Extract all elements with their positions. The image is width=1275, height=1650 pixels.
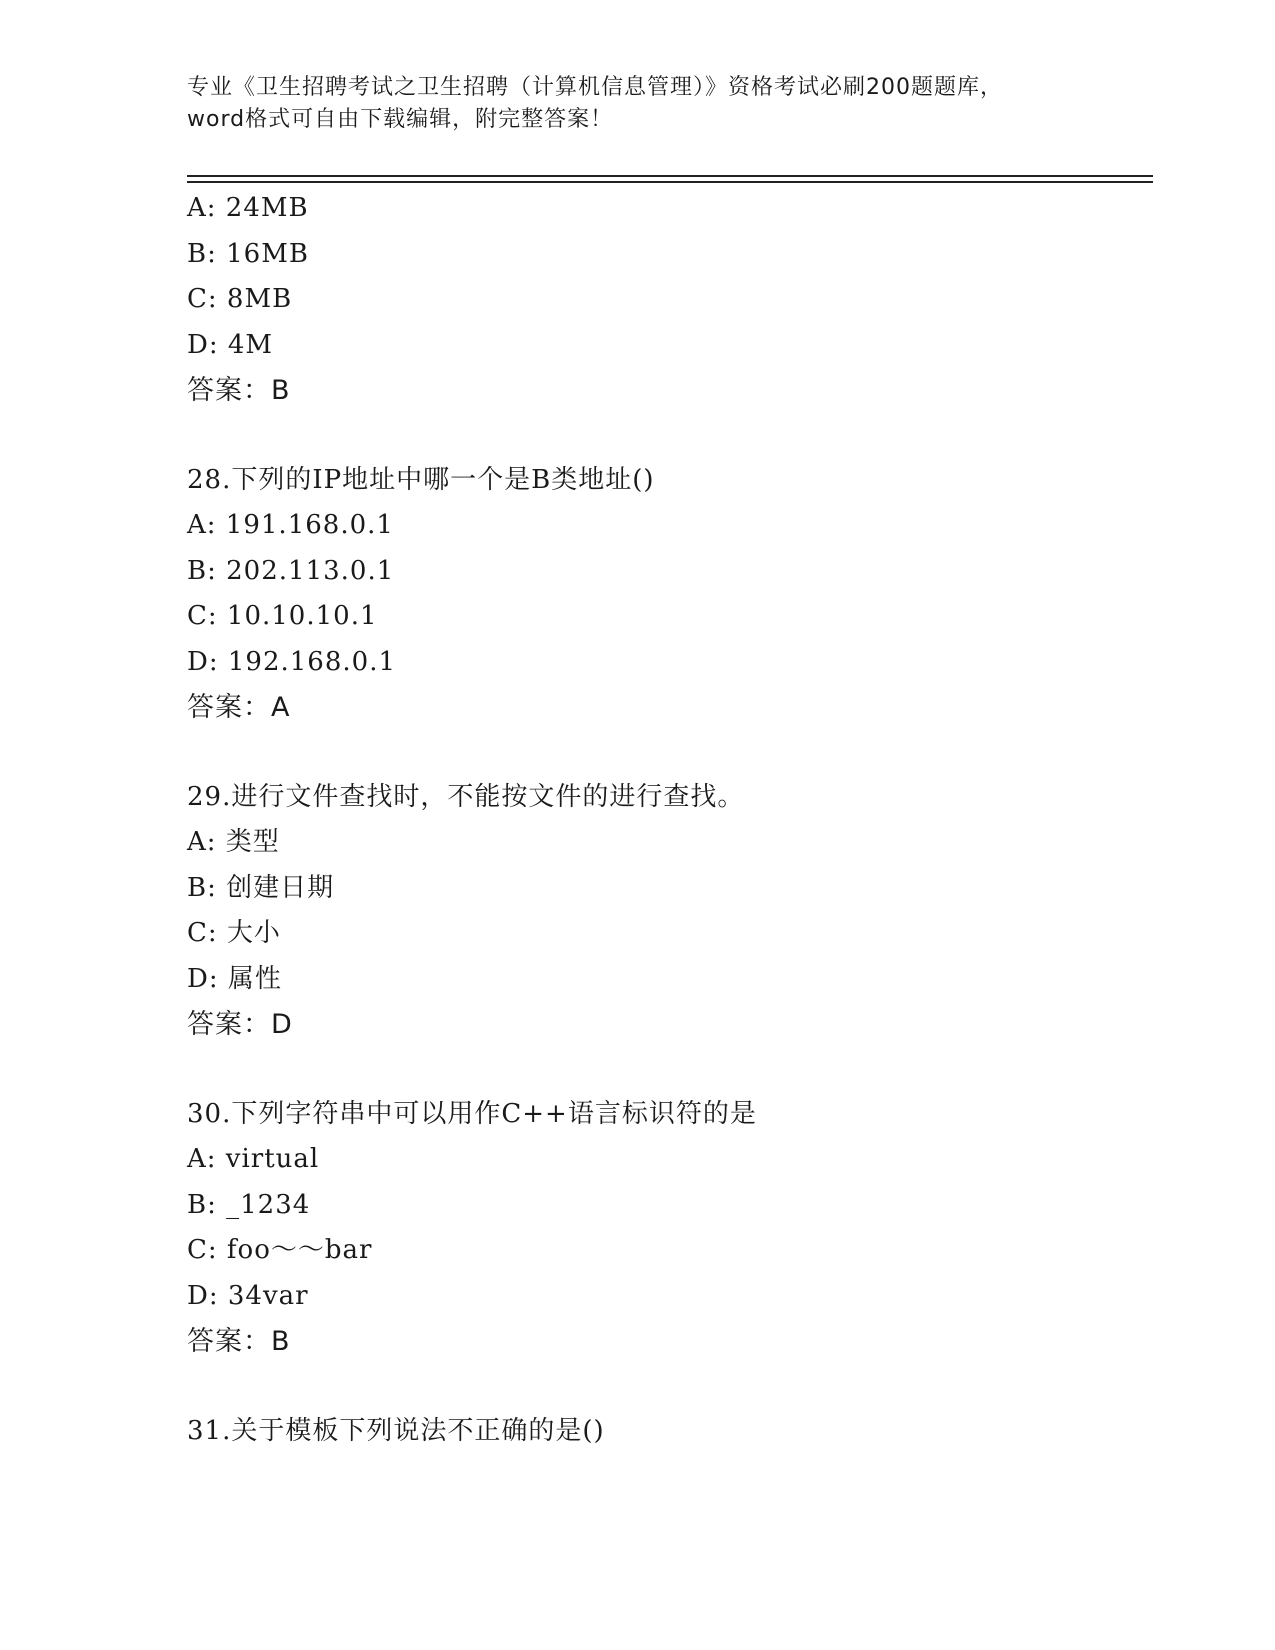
answer-line: 答案：B [187, 375, 291, 406]
header-divider-top [187, 175, 1153, 177]
option-b: B: 202.113.0.1 [187, 555, 395, 586]
option-a: A: virtual [187, 1144, 320, 1174]
header-divider-bottom [187, 181, 1153, 183]
header-line-2: word格式可自由下载编辑，附完整答案！ [187, 107, 614, 132]
header-line-1: 专业《卫生招聘考试之卫生招聘（计算机信息管理）》资格考试必刷200题题库， [187, 75, 1003, 100]
option-b: B: 16MB [187, 238, 309, 269]
document-header [187, 72, 1087, 136]
question-block [187, 1409, 1153, 1455]
question-list [187, 186, 1153, 1454]
option-a: A: 类型 [187, 827, 280, 857]
option-a: A: 24MB [187, 193, 309, 223]
question-text: 28.下列的IP地址中哪一个是B类地址() [187, 464, 655, 495]
question-block [187, 186, 1153, 414]
question-block [187, 458, 1153, 731]
option-c: C: 10.10.10.1 [187, 601, 378, 631]
question-text: 29.进行文件查找时，不能按文件的进行查找。 [187, 781, 745, 812]
question-block [187, 775, 1153, 1048]
answer-line: 答案：B [187, 1326, 291, 1357]
option-d: D: 192.168.0.1 [187, 646, 396, 677]
question-text: 31.关于模板下列说法不正确的是() [187, 1415, 605, 1446]
question-text: 30.下列字符串中可以用作C++语言标识符的是 [187, 1098, 757, 1129]
answer-line: 答案：A [187, 692, 291, 723]
option-b: B: _1234 [187, 1189, 311, 1220]
option-b: B: 创建日期 [187, 872, 335, 903]
answer-line: 答案：D [187, 1009, 293, 1040]
option-d: D: 34var [187, 1280, 309, 1311]
option-c: C: 大小 [187, 918, 281, 948]
option-c: C: foo～～bar [187, 1235, 373, 1265]
question-block [187, 1092, 1153, 1365]
option-a: A: 191.168.0.1 [187, 510, 394, 540]
option-c: C: 8MB [187, 284, 293, 314]
option-d: D: 4M [187, 329, 274, 360]
option-d: D: 属性 [187, 963, 282, 994]
